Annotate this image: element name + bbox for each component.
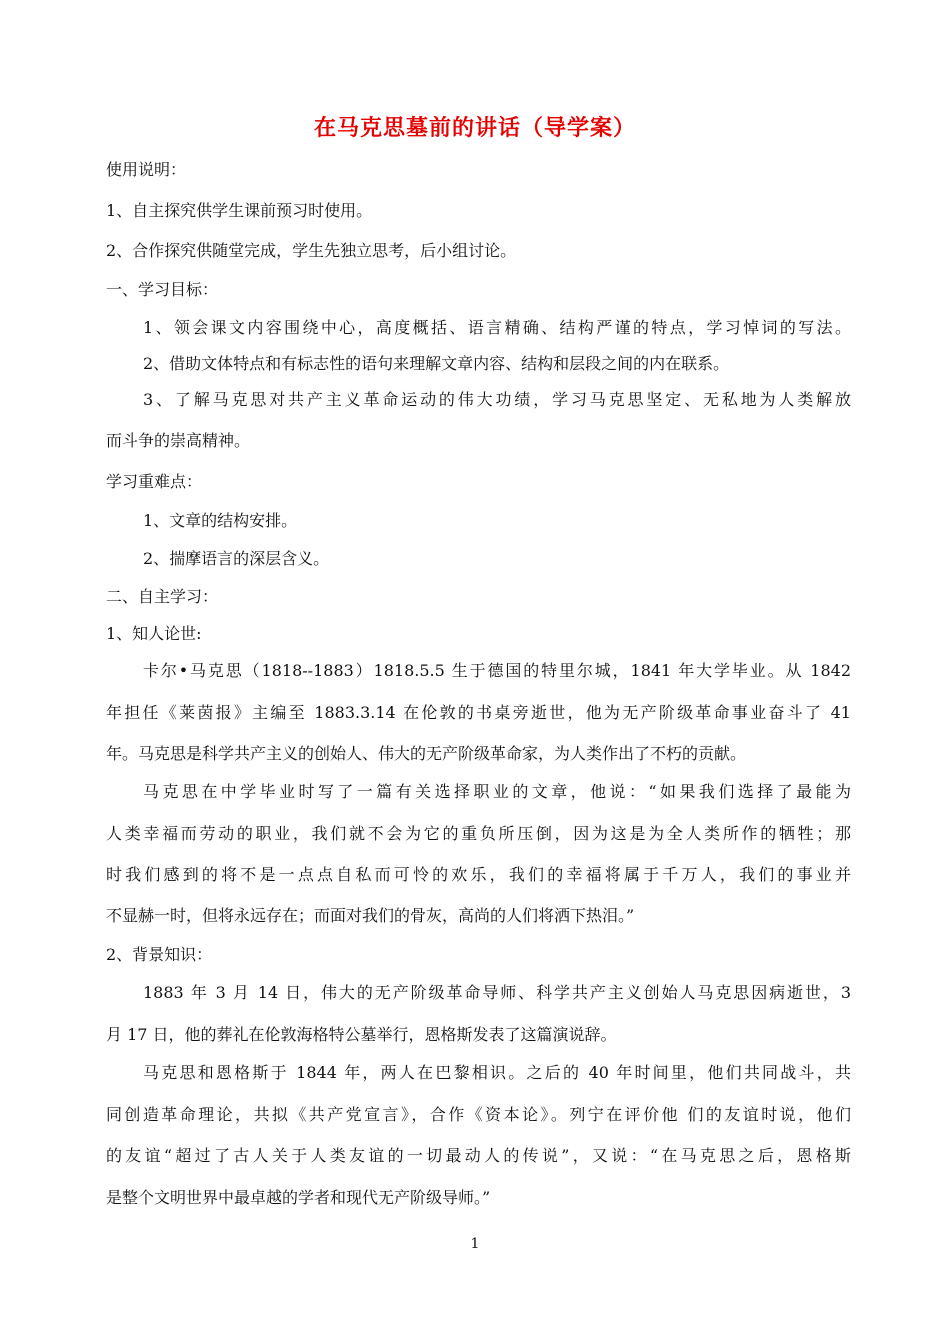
goal-item: 2、借助文体特点和有标志性的语句来理解文章内容、结构和层段之间的内在联系。	[143, 354, 730, 373]
usage-item: 1、自主探究供学生课前预习时使用。	[106, 201, 373, 220]
paragraph-line: 1883 年 3 月 14 日，伟大的无产阶级革命导师、科学共产主义创始人马克思因病逝世，3	[143, 983, 851, 1002]
key-points-heading: 学习重难点：	[106, 472, 203, 491]
page-number: 1	[470, 1236, 480, 1252]
goal-item: 3、了解马克思对共产主义革命运动的伟大功绩，学习马克思坚定、无私地为人类解放	[143, 390, 851, 409]
key-point: 1、文章的结构安排。	[143, 511, 298, 530]
section-heading: 一、学习目标：	[106, 280, 219, 299]
paragraph-line: 马克思和恩格斯于 1844 年，两人在巴黎相识。之后的 40 年时间里，他们共同战斗，共	[143, 1063, 851, 1082]
paragraph-line: 是整个文明世界中最卓越的学者和现代无产阶级导师。”	[106, 1188, 491, 1207]
subsection-heading: 1、知人论世:	[106, 624, 202, 643]
usage-heading: 使用说明：	[106, 160, 187, 179]
paragraph-line: 时我们感到的将不是一点点自私而可怜的欢乐，我们的幸福将属于千万人，我们的事业并	[106, 865, 851, 884]
goal-item-continued: 而斗争的崇高精神。	[106, 431, 251, 450]
usage-item: 2、合作探究供随堂完成，学生先独立思考，后小组讨论。	[106, 241, 517, 260]
subsection-heading: 2、背景知识：	[106, 945, 213, 964]
paragraph-line: 的友谊“超过了古人关于人类友谊的一切最动人的传说”，又说：“在马克思之后，恩格斯	[106, 1146, 851, 1165]
paragraph-line: 人类幸福而劳动的职业，我们就不会为它的重负所压倒，因为这是为全人类所作的牺牲；那	[106, 824, 851, 843]
paragraph-line: 马克思在中学毕业时写了一篇有关选择职业的文章，他说：“如果我们选择了最能为	[143, 782, 851, 801]
document-title: 在马克思墓前的讲话（导学案）	[313, 116, 636, 141]
goal-item: 1、领会课文内容围绕中心，高度概括、语言精确、结构严谨的特点，学习悼词的写法。	[143, 318, 851, 337]
paragraph-line: 年。马克思是科学共产主义的创始人、伟大的无产阶级革命家，为人类作出了不朽的贡献。	[106, 744, 747, 763]
paragraph-line: 不显赫一时，但将永远存在；而面对我们的骨灰，高尚的人们将洒下热泪。”	[106, 906, 635, 925]
paragraph-line: 同创造革命理论，共拟《共产党宣言》，合作《资本论》。列宁在评价他 们的友谊时说，他们	[106, 1105, 851, 1124]
paragraph-line: 月 17 日，他的葬礼在伦敦海格特公墓举行，恩格斯发表了这篇演说辞。	[106, 1025, 617, 1044]
key-point: 2、揣摩语言的深层含义。	[143, 549, 330, 568]
paragraph-line: 年担任《莱茵报》主编至 1883.3.14 在伦敦的书桌旁逝世，他为无产阶级革命事业奋斗了 41	[106, 703, 851, 722]
paragraph-line: 卡尔•马克思（1818--1883）1818.5.5 生于德国的特里尔城，1841 年大学毕业。从 1842	[143, 661, 851, 680]
section-heading: 二、自主学习：	[106, 587, 219, 606]
